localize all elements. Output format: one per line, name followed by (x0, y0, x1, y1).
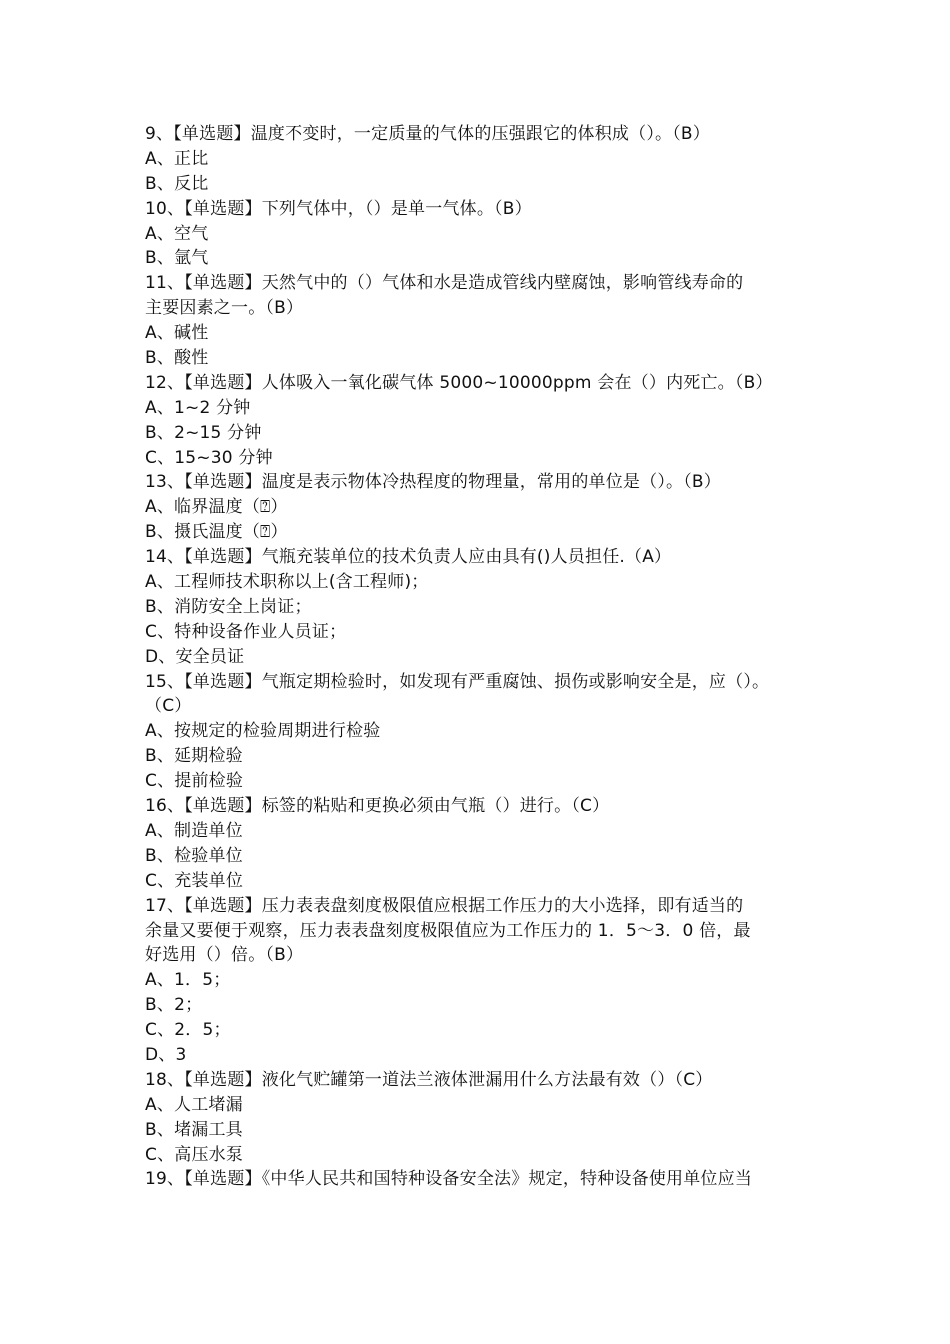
question-14-option-b: B、消防安全上岗证； (145, 596, 312, 617)
question-12-option-b: B、2~15 分钟 (145, 422, 262, 443)
question-19-title-line-1: 19、【单选题】《中华人民共和国特种设备安全法》规定，特种设备使用单位应当 (145, 1169, 753, 1190)
question-17-option-d: D、3 (145, 1044, 187, 1065)
question-16-option-a: A、制造单位 (145, 820, 243, 841)
question-15-title-line-1: 15、【单选题】气瓶定期检验时，如发现有严重腐蚀、损伤或影响安全是，应（）。 (145, 671, 770, 692)
question-16-title: 16、【单选题】标签的粘贴和更换必须由气瓶（）进行。（C） (145, 796, 610, 817)
question-15-option-a: A、按规定的检验周期进行检验 (145, 721, 381, 742)
question-15-option-c: C、提前检验 (145, 771, 244, 792)
question-18-option-a: A、人工堵漏 (145, 1094, 243, 1115)
question-15-title-line-2: （C） (145, 696, 192, 717)
question-14-option-c: C、特种设备作业人员证； (145, 621, 347, 642)
question-11-option-a: A、碱性 (145, 323, 209, 344)
question-16-option-b: B、检验单位 (145, 845, 243, 866)
document-page (145, 122, 815, 1192)
question-17-title-line-3: 好选用（）倍。（B） (145, 945, 304, 966)
question-14-option-d: D、安全员证 (145, 646, 245, 667)
question-11-option-b: B、酸性 (145, 348, 209, 369)
question-14-option-a: A、工程师技术职称以上(含工程师)； (145, 572, 429, 593)
question-13-title: 13、【单选题】温度是表示物体冷热程度的物理量，常用的单位是（）。（B） (145, 472, 721, 493)
question-9-option-a: A、正比 (145, 148, 209, 169)
question-12-option-c: C、15~30 分钟 (145, 447, 273, 468)
question-9-title: 9、【单选题】温度不变时，一定质量的气体的压强跟它的体积成（）。（B） (145, 124, 710, 144)
question-17-option-a: A、1．5； (145, 970, 231, 991)
question-10-title: 10、【单选题】下列气体中，（）是单一气体。（B） (145, 198, 532, 219)
question-12-option-a: A、1~2 分钟 (145, 397, 251, 418)
question-12-title: 12、【单选题】人体吸入一氧化碳气体 5000~10000ppm 会在（）内死亡。（B） (145, 372, 773, 393)
question-9-option-b: B、反比 (145, 173, 209, 194)
question-13-option-b: B、摄氏温度（⍰） (145, 522, 288, 543)
question-17-option-c: C、2．5； (145, 1020, 231, 1041)
question-13-option-a: A、临界温度（⍰） (145, 497, 288, 518)
question-14-title: 14、【单选题】气瓶充装单位的技术负责人应由具有()人员担任.（A） (145, 547, 672, 568)
question-10-option-b: B、氩气 (145, 248, 209, 269)
question-18-title: 18、【单选题】液化气贮罐第一道法兰液体泄漏用什么方法最有效（）（C） (145, 1069, 713, 1090)
question-10-option-a: A、空气 (145, 223, 209, 244)
question-11-title-line-1: 11、【单选题】天然气中的（）气体和水是造成管线内壁腐蚀，影响管线寿命的 (145, 273, 744, 294)
question-18-option-c: C、高压水泵 (145, 1144, 244, 1165)
question-17-title-line-2: 余量又要便于观察，压力表表盘刻度极限值应为工作压力的 1．5～3．0 倍，最 (145, 920, 751, 941)
question-18-option-b: B、堵漏工具 (145, 1119, 243, 1140)
question-11-title-line-2: 主要因素之一。（B） (145, 298, 304, 319)
question-17-option-b: B、2； (145, 995, 203, 1016)
question-16-option-c: C、充装单位 (145, 870, 244, 891)
question-15-option-b: B、延期检验 (145, 746, 243, 767)
question-17-title-line-1: 17、【单选题】压力表表盘刻度极限值应根据工作压力的大小选择，即有适当的 (145, 895, 744, 916)
